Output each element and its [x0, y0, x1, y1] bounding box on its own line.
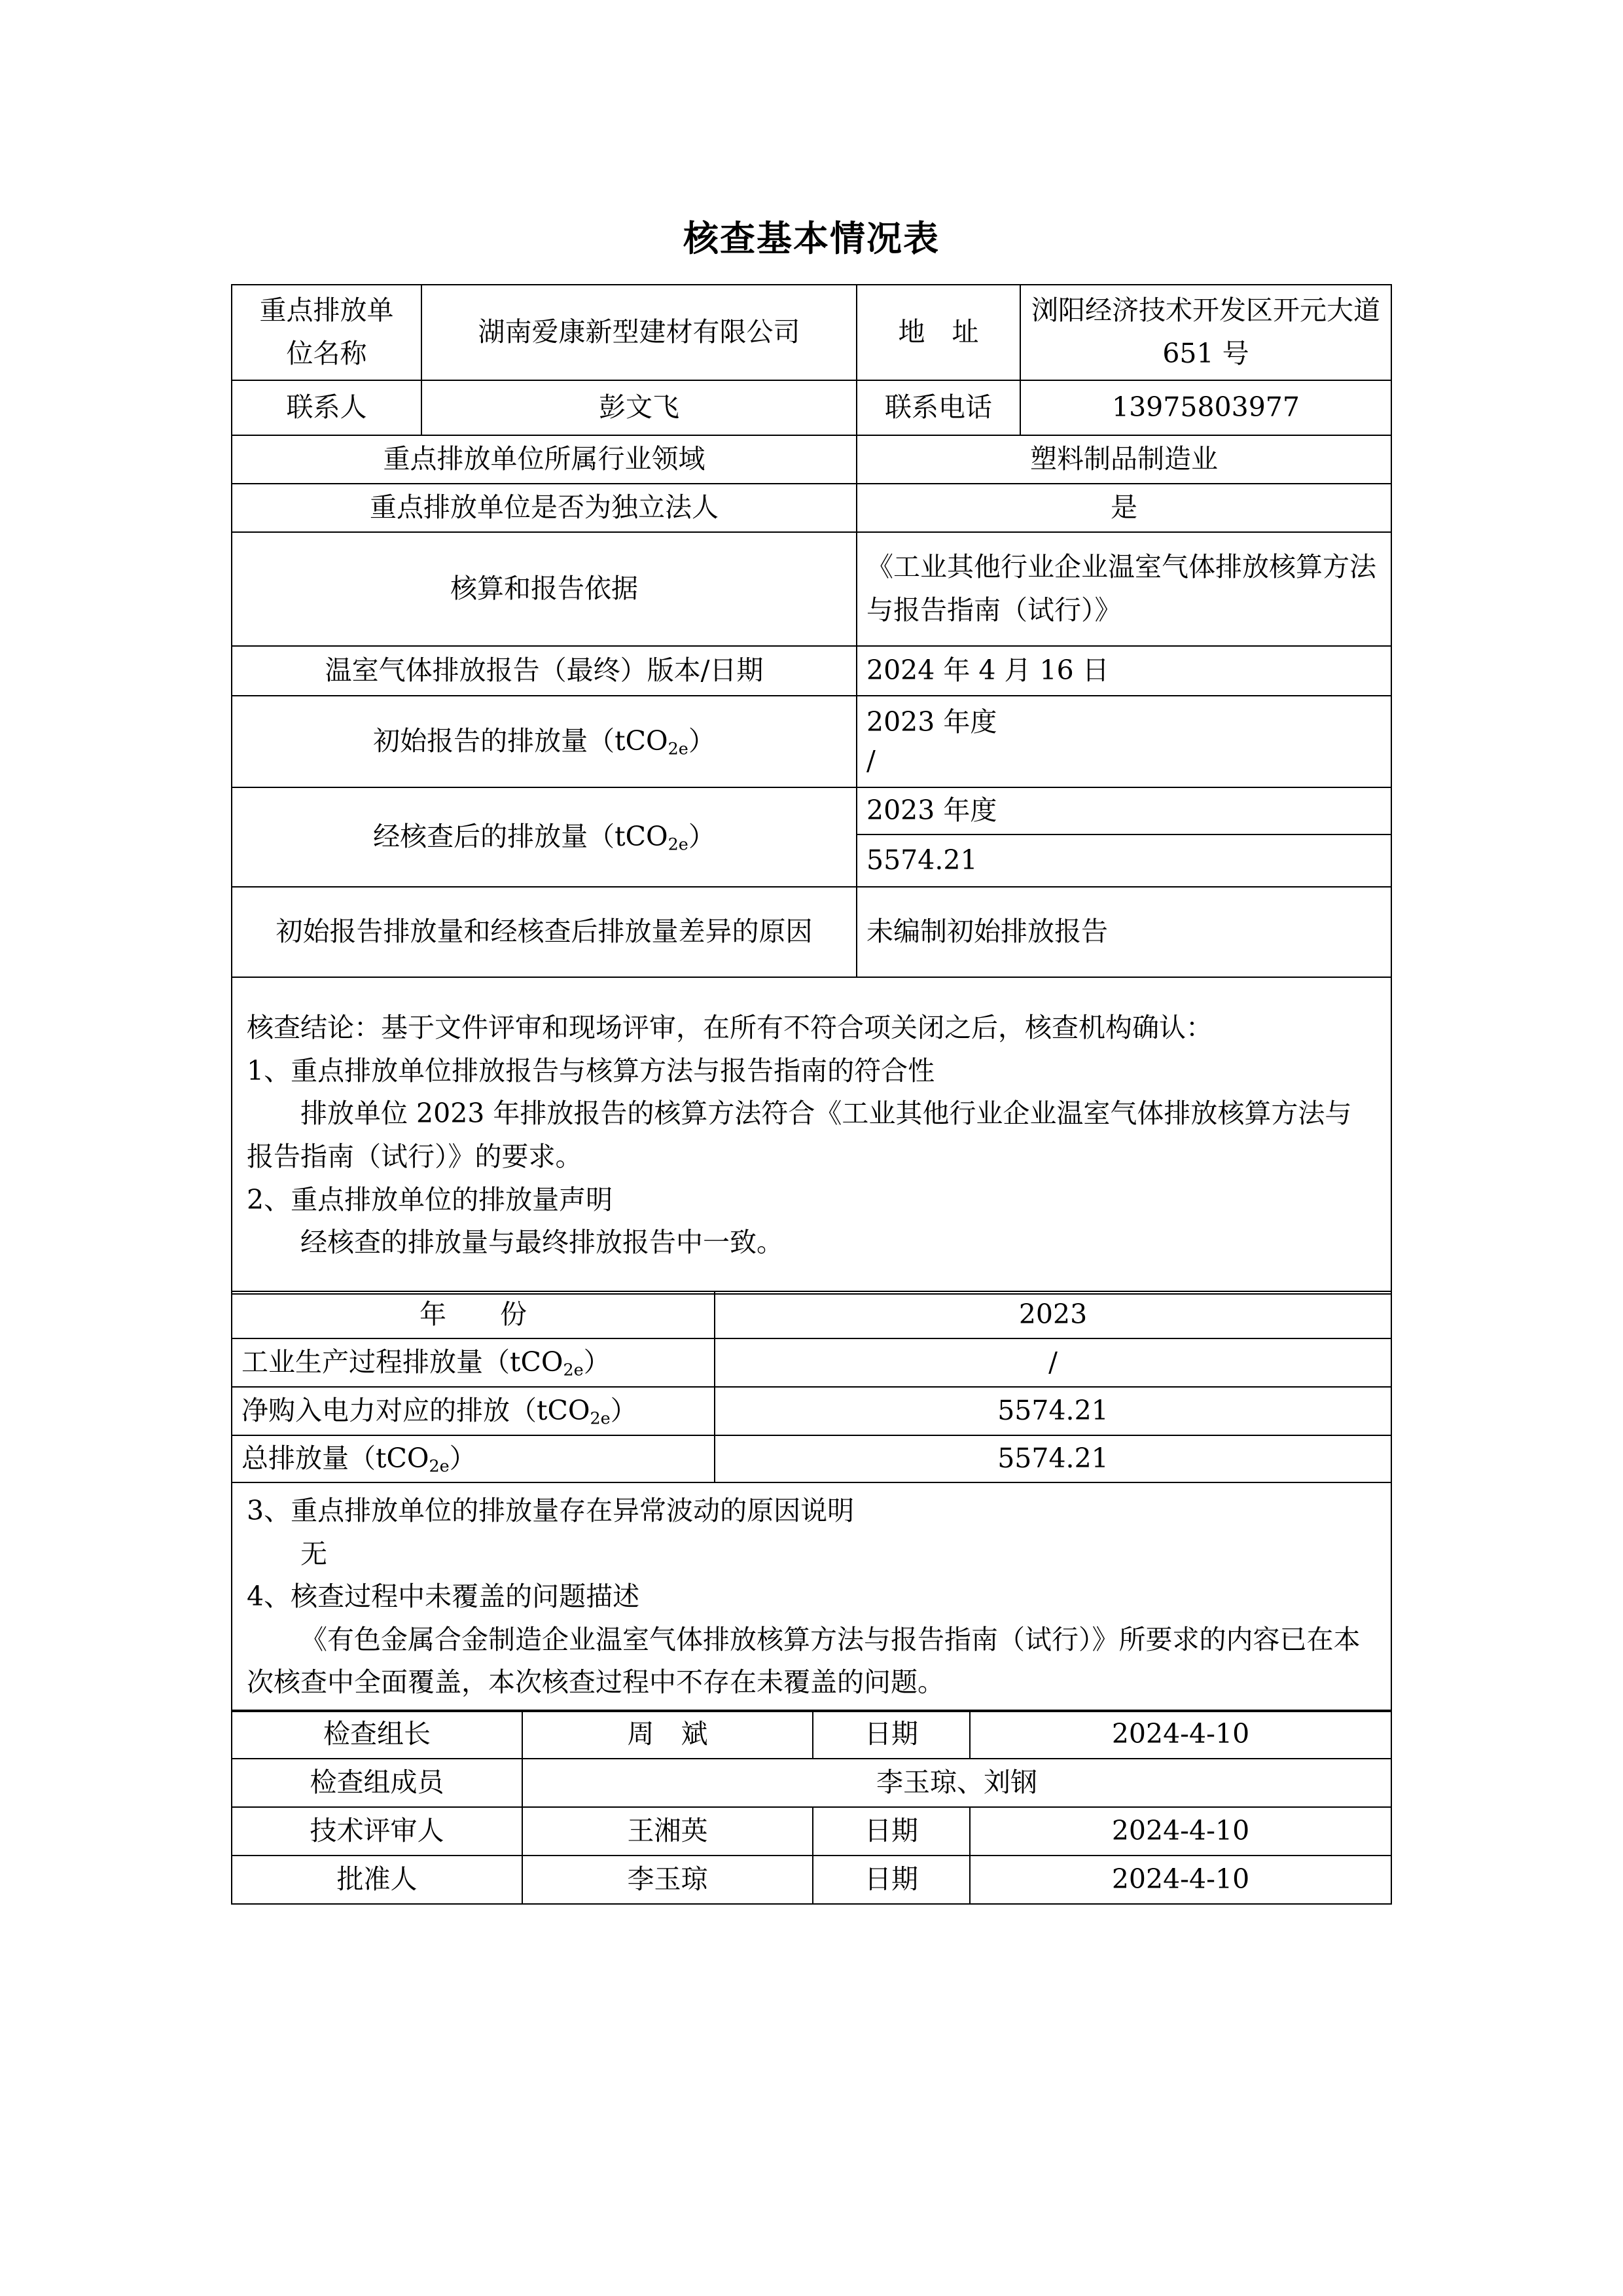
basis-row: [232, 532, 1391, 646]
leader-label: 检查组长: [232, 1710, 522, 1759]
report-version-value: 2024 年 4 月 16 日: [857, 646, 1391, 696]
address-value: 浏阳经济技术开发区开元大道 651 号: [1020, 285, 1391, 380]
conclusion-intro: 核查结论：基于文件评审和现场评审，在所有不符合项关闭之后，核查机构确认：: [247, 1012, 1213, 1044]
conclusion-item1-title: 1、重点排放单位排放报告与核算方法与报告指南的符合性: [247, 1054, 935, 1086]
leader-value: 周 斌: [522, 1710, 813, 1759]
process-label: 工业生产过程排放量（tCO$_{2e}$）: [232, 1338, 715, 1387]
approver-label: 批准人: [232, 1856, 522, 1904]
reviewer-date-label: 日期: [813, 1807, 970, 1856]
conclusion-row: [232, 977, 1391, 1294]
verified-emission-row: [232, 787, 1391, 834]
verified-year: 2023 年度: [857, 787, 1391, 834]
explanation-item3-text: 无: [300, 1537, 327, 1570]
industry-value: 塑料制品制造业: [857, 435, 1391, 484]
year-value: 2023: [715, 1291, 1391, 1338]
contact-value: 彭文飞: [421, 380, 857, 435]
process-row: [232, 1338, 1391, 1387]
conclusion-block: [232, 977, 1391, 1294]
legal-label: 重点排放单位是否为独立法人: [232, 484, 857, 532]
diff-row: [232, 887, 1391, 977]
power-value: 5574.21: [715, 1387, 1391, 1435]
legal-value: 是: [857, 484, 1391, 532]
leader-date-label: 日期: [813, 1710, 970, 1759]
reviewer-label: 技术评审人: [232, 1807, 522, 1856]
emissions-table: [231, 1291, 1392, 1712]
report-version-label: 温室气体排放报告（最终）版本/日期: [232, 646, 857, 696]
power-row: [232, 1387, 1391, 1435]
approver-value: 李玉琼: [522, 1856, 813, 1904]
industry-row: [232, 435, 1391, 484]
conclusion-item2-text: 经核查的排放量与最终排放报告中一致。: [300, 1227, 783, 1259]
conclusion-item1-text: 排放单位 2023 年排放报告的核算方法符合《工业其他行业企业温室气体排放核算方法与报告指南（试行）》的要求。: [247, 1098, 1352, 1172]
approver-date: 2024-4-10: [970, 1856, 1391, 1904]
unit-row: [232, 285, 1391, 380]
year-label: 年 份: [232, 1291, 715, 1338]
explanation-item4-text: 《有色金属合金制造企业温室气体排放核算方法与报告指南（试行）》所要求的内容已在本次核查中全面覆盖，本次核查过程中不存在未覆盖的问题。: [247, 1623, 1361, 1698]
approver-date-label: 日期: [813, 1856, 970, 1904]
signoff-table: [231, 1710, 1392, 1905]
initial-value: /: [866, 745, 876, 776]
basis-value: 《工业其他行业企业温室气体排放核算方法与报告指南（试行）》: [857, 532, 1391, 646]
members-value: 李玉琼、刘钢: [522, 1759, 1391, 1807]
initial-emission-row: [232, 696, 1391, 787]
reviewer-value: 王湘英: [522, 1807, 813, 1856]
verified-emission-label: 经核查后的排放量（tCO$_{2e}$）: [232, 787, 857, 887]
report-version-row: [232, 646, 1391, 696]
industry-label: 重点排放单位所属行业领域: [232, 435, 857, 484]
address-label: 地 址: [857, 285, 1020, 380]
reviewer-date: 2024-4-10: [970, 1807, 1391, 1856]
conclusion-item2-title: 2、重点排放单位的排放量声明: [247, 1183, 613, 1215]
year-row: [232, 1291, 1391, 1338]
phone-label: 联系电话: [857, 380, 1020, 435]
initial-emission-label: 初始报告的排放量（tCO$_{2e}$）: [232, 696, 857, 787]
initial-year: 2023 年度: [866, 706, 997, 738]
basis-label: 核算和报告依据: [232, 532, 857, 646]
total-value: 5574.21: [715, 1435, 1391, 1482]
legal-row: [232, 484, 1391, 532]
leader-date: 2024-4-10: [970, 1710, 1391, 1759]
basic-info-table: [231, 284, 1392, 1295]
phone-value: 13975803977: [1020, 380, 1391, 435]
explanation-block: [232, 1482, 1391, 1712]
power-label: 净购入电力对应的排放（tCO$_{2e}$）: [232, 1387, 715, 1435]
diff-label: 初始报告排放量和经核查后排放量差异的原因: [232, 887, 857, 977]
verified-value: 5574.21: [857, 834, 1391, 887]
explanation-item3-title: 3、重点排放单位的排放量存在异常波动的原因说明: [247, 1495, 855, 1526]
leader-row: [232, 1710, 1391, 1759]
members-row: [232, 1759, 1391, 1807]
unit-name-label: 重点排放单位名称: [232, 285, 421, 380]
diff-value: 未编制初始排放报告: [857, 887, 1391, 977]
total-label: 总排放量（tCO$_{2e}$）: [232, 1435, 715, 1482]
contact-row: [232, 380, 1391, 435]
page-title: 核查基本情况表: [683, 218, 940, 259]
process-value: /: [715, 1338, 1391, 1387]
contact-label: 联系人: [232, 380, 421, 435]
total-row: [232, 1435, 1391, 1482]
reviewer-row: [232, 1807, 1391, 1856]
unit-name-value: 湖南爱康新型建材有限公司: [421, 285, 857, 380]
members-label: 检查组成员: [232, 1759, 522, 1807]
initial-emission-value: [857, 696, 1391, 787]
explanation-item4-title: 4、核查过程中未覆盖的问题描述: [247, 1581, 640, 1613]
approver-row: [232, 1856, 1391, 1904]
explanation-row: [232, 1482, 1391, 1712]
